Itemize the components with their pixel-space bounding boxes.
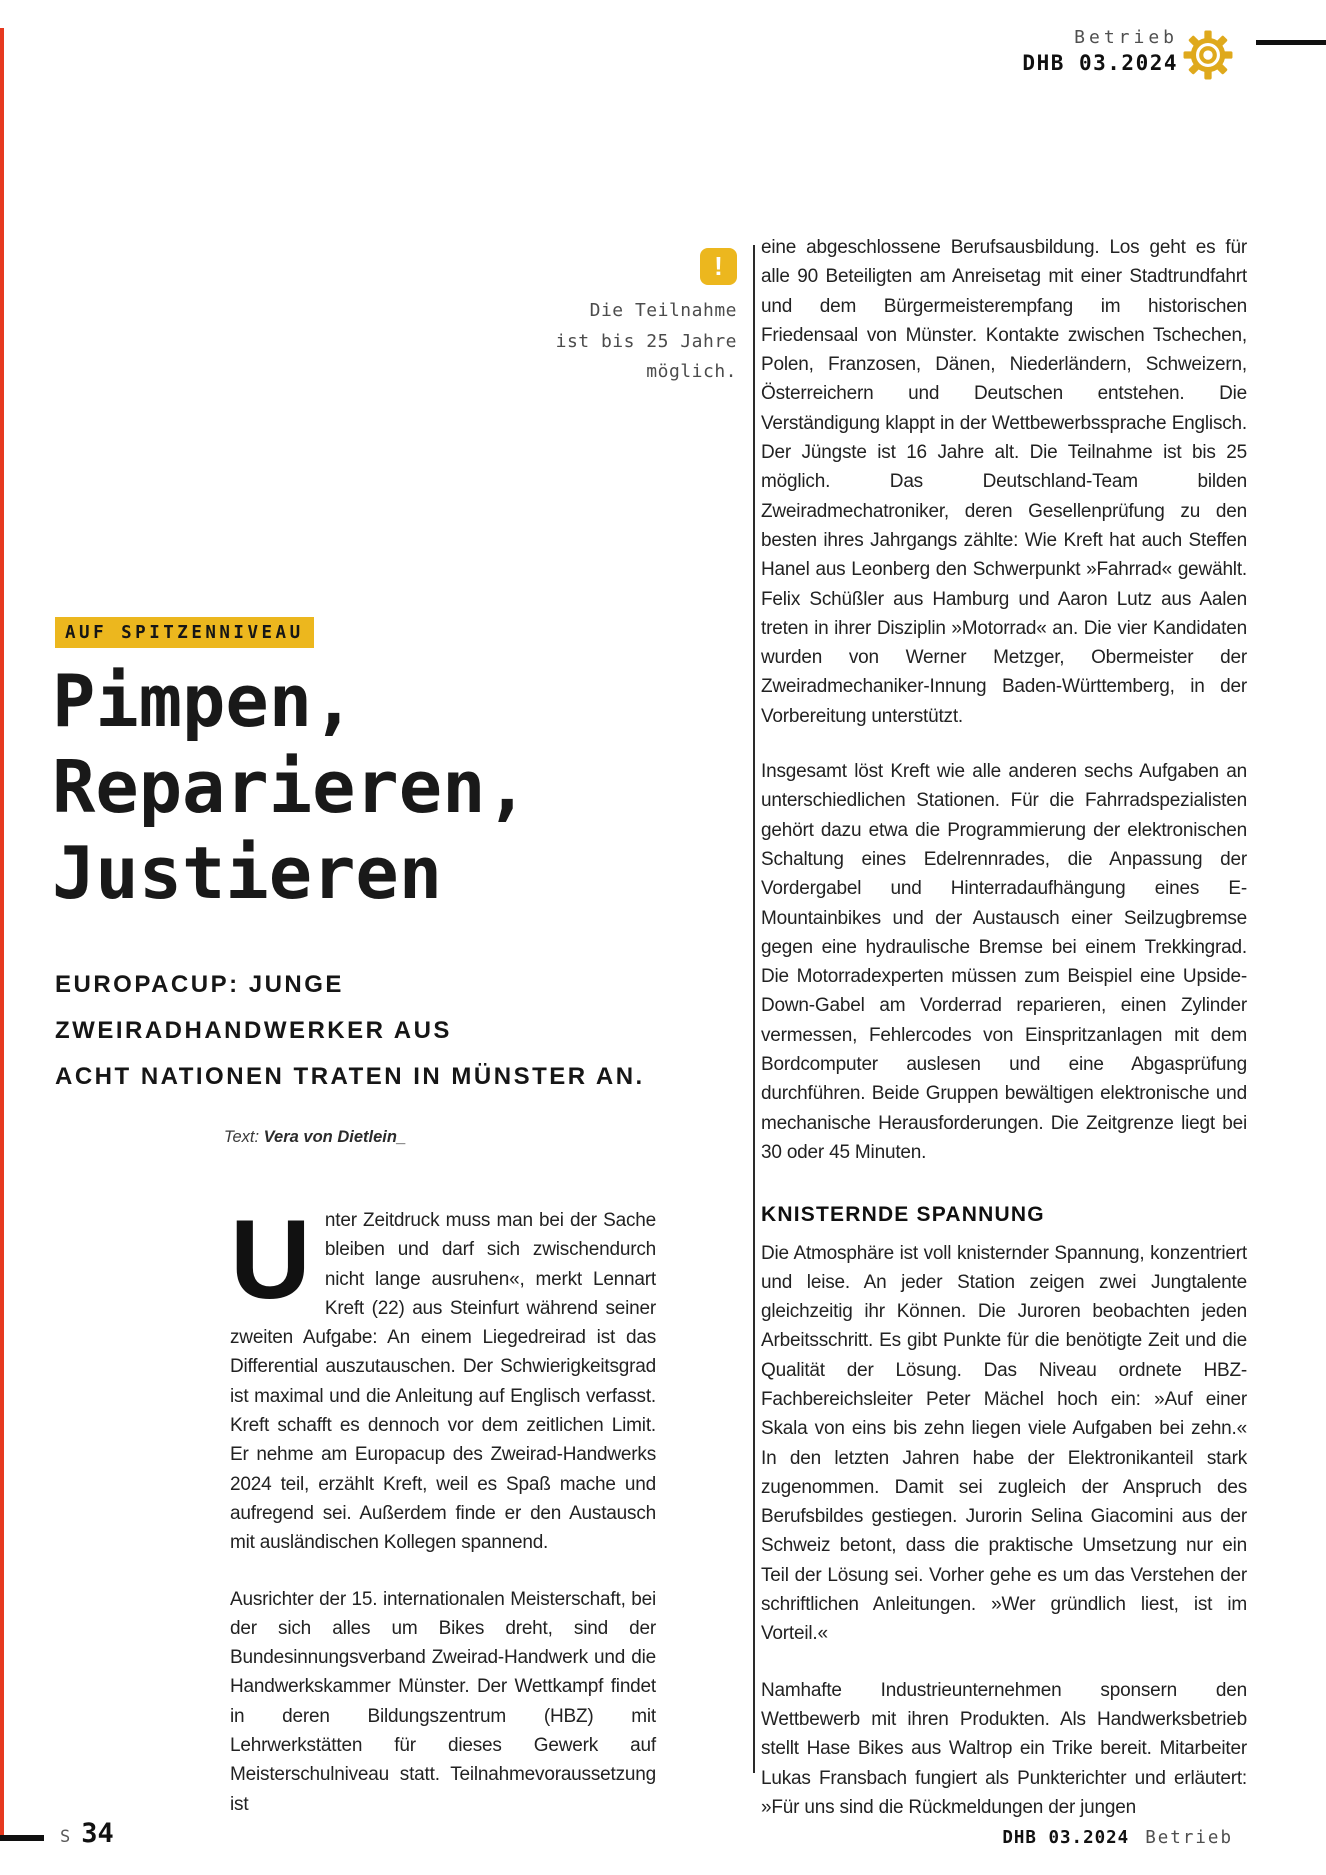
header-section-label: Betrieb xyxy=(1074,27,1178,48)
paragraph: Namhafte Industrieunternehmen sponsern den Wettbewerb mit ihren Produkten. Als Handwerksbetrieb stellt Hase Bikes aus Waltrop ein Trike bereit. Mitarbeiter Lukas Fransbach fungiert als Punkterichter und erläutert: »Für uns sind die Rückmeldungen der jungen xyxy=(761,1679,1247,1818)
paragraph-text: nter Zeitdruck muss man bei der Sache bleiben und darf sich zwischendurch nicht lange ausruhen«, merkt Lennart Kreft (22) aus Steinfurt während seiner zweiten Aufgabe: An einem Liegedreirad ist das Differential auszutauschen. Der Schwierigkeitsgrad ist maximal und die Anleitung auf Englisch verfasst. Kreft schafft es dennoch vor dem zeitlichen Limit. Er nehme am Europacup des Zweirad-Handwerks 2024 teil, erzählt Kreft, weil es Spaß mache und aufregend sei. Außerdem finde er den Austausch mit ausländischen Kollegen spannend. xyxy=(230,1210,656,1554)
callout-line: ist bis 25 Jahre xyxy=(555,330,737,352)
paragraph: Insgesamt löst Kreft wie alle anderen sechs Aufgaben an unterschiedlichen Stationen. Für die Fahrradspezialisten gehört dazu etwa die Programmierung der elektronischen Schaltung eines Edelrennrades, die Anpassung der Vordergabel und Hinterradaufhängung eines E-Mountainbikes und der Austausch einer Seilzugbremse gegen eine hydraulische Bremse bei einem Trekkingrad. Die Motorradexperten müssen zum Beispiel eine Upside-Down-Gabel am Vorderrad reparieren, einen Zylinder vermessen, Fehlercodes von Einspritzanlagen mit dem Bordcomputer auslesen und eine Abgasprüfung durchführen. Beide Gruppen bewältigen elektronische und mechanische Herausforderungen. Die Zeitgrenze liegt bei 30 oder 45 Minuten. xyxy=(761,761,1247,1163)
paragraph: eine abgeschlossene Berufsausbildung. Los geht es für alle 90 Beteiligten am Anreisetag mit einer Stadtrundfahrt und dem Bürgermeisterempfang im historischen Friedensaal von Münster. Kontakte zwischen Tschechen, Polen, Franzosen, Dänen, Niederländern, Schweizern, Österreichern und Deutschen entstehen. Die Verständigung klappt in der Wettbewerbssprache Englisch. Der Jüngste ist 16 Jahre alt. Die Teilnahme ist bis 25 möglich. Das Deutschland-Team bilden Zweiradmechatroniker, deren Gesellenprüfung zu den besten ihres Jahrgangs zählte: Wie Kreft hat auch Steffen Hanel aus Leonberg den Schwerpunkt »Fahrrad« gewählt. Felix Schüßler aus Hamburg und Aaron Lutz aus Aalen treten in ihrer Disziplin »Motorrad« an. Die vier Kandidaten wurden von Werner Metzger, Obermeister der Zweiradmechaniker-Innung Baden-Württemberg, in der Vorbereitung unterstützt. xyxy=(761,237,1247,727)
footer-page-number: 34 xyxy=(81,1818,114,1849)
headline xyxy=(52,658,529,916)
headline-line: Justieren xyxy=(52,831,443,915)
standfirst xyxy=(55,962,665,1100)
callout-line: Die Teilnahme xyxy=(589,300,737,321)
headline-line: Pimpen, xyxy=(52,659,356,743)
exclamation-icon: ! xyxy=(700,248,737,285)
header-rule xyxy=(1256,40,1326,45)
gear-icon xyxy=(1183,30,1233,80)
headline-line: Reparieren, xyxy=(52,745,529,829)
byline-author: Vera von Dietlein_ xyxy=(263,1128,407,1146)
footer-page-label: S xyxy=(60,1827,72,1847)
callout xyxy=(455,248,737,388)
page-edge-red-bar xyxy=(0,28,4,1840)
right-column-body xyxy=(761,233,1247,1822)
byline xyxy=(55,1128,575,1147)
standfirst-line: EUROPACUP: JUNGE ZWEIRADHANDWERKER AUS xyxy=(55,971,452,1044)
paragraph xyxy=(230,1197,656,1558)
footer-right xyxy=(1002,1828,1233,1848)
kicker: AUF SPITZENNIVEAU xyxy=(55,617,314,648)
paragraph: Die Atmosphäre ist voll knisternder Spannung, konzentriert und leise. An jeder Station zeigen zwei Jungtalente gleichzeitig ihr Können. Die Juroren beobachten jeden Arbeitsschritt. Es gibt Punkte für die benötigte Zeit und die Qualität der Lösung. Das Niveau ordnete HBZ-Fachbereichsleiter Peter Mächel hoch ein: »Auf einer Skala von eins bis zehn liegen viele Aufgaben bei zehn.« In den letzten Jahren habe der Elektronikanteil stark zugenommen. Damit sei zugleich der Anspruch des Berufsbildes gestiegen. Jurorin Selina Giacomini aus der Schweiz betont, dass die praktische Umsetzung nur ein Teil der Lösung sei. Vorher gehe es um das Verstehen der schriftlichen Anleitungen. »Wer gründlich liest, ist im Vorteil.« xyxy=(761,1242,1247,1645)
section-subhead: KNISTERNDE SPANNUNG xyxy=(761,1203,1045,1227)
footer-section: Betrieb xyxy=(1145,1828,1233,1848)
footer-left xyxy=(60,1818,114,1849)
paragraph: Ausrichter der 15. internationalen Meisterschaft, bei der sich alles um Bikes dreht, sind der Bundesinnungsverband Zweirad-Handwerk und die Handwerkskammer Münster. Der Wettkampf findet in deren Bildungszentrum (HBZ) mit Lehrwerkstätten für dieses Gewerk auf Meisterschulniveau statt. Teilnahmevoraussetzung ist xyxy=(230,1588,656,1815)
standfirst-line: ACHT NATIONEN TRATEN IN MÜNSTER AN. xyxy=(55,1063,645,1090)
callout-line: möglich. xyxy=(646,361,737,382)
footer-issue: DHB 03.2024 xyxy=(1002,1828,1130,1848)
page-header xyxy=(1022,27,1178,75)
dropcap: U xyxy=(230,1197,309,1322)
byline-label: Text: xyxy=(223,1128,260,1146)
header-issue-label: DHB 03.2024 xyxy=(1022,51,1178,75)
column-divider xyxy=(753,245,755,1773)
left-column-body xyxy=(230,1197,656,1819)
footer-rule xyxy=(0,1835,44,1841)
callout-text xyxy=(455,296,737,388)
